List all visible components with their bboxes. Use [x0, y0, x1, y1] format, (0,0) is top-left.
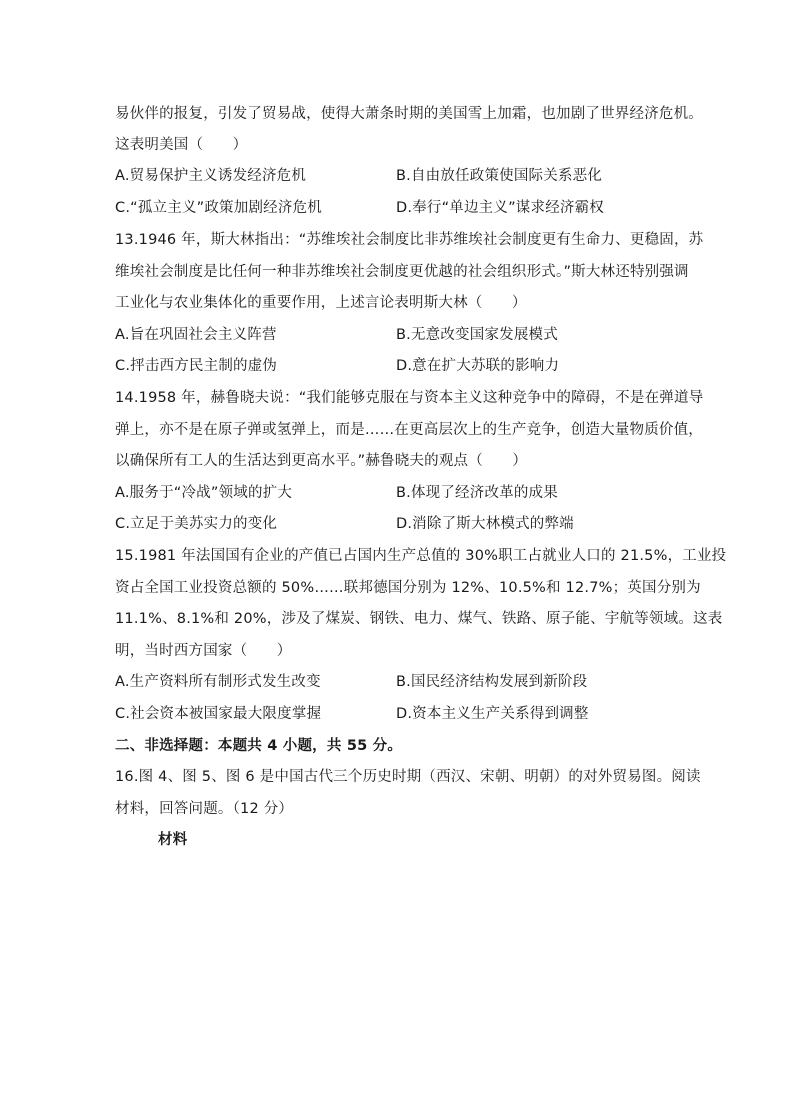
q14-line-1: 14.1958 年，赫鲁晓夫说：“我们能够克服在与资本主义这种竞争中的障碍，不是在弹道导 [115, 390, 704, 406]
intro-line-2: 这表明美国（ ） [115, 137, 248, 153]
q14-option-b: B.体现了经济改革的成果 [396, 485, 558, 501]
q14-line-2: 弹上，亦不是在原子弹或氢弹上，而是……在更高层次上的生产竞争，创造大量物质价值， [115, 422, 703, 438]
q12-option-d: D.奉行“单边主义”谋求经济霸权 [396, 200, 604, 216]
q14-line-3: 以确保所有工人的生活达到更高水平。”赫鲁晓夫的观点（ ） [115, 453, 528, 469]
q15-line-2: 资占全国工业投资总额的 50%……联邦德国分别为 12%、10.5%和 12.7%；英国分别为 [115, 580, 701, 596]
q16-line-2: 材料，回答问题。（12 分） [115, 801, 294, 817]
q13-line-3: 工业化与农业集体化的重要作用，上述言论表明斯大林（ ） [115, 295, 527, 311]
q15-option-c: C.社会资本被国家最大限度掌握 [115, 706, 322, 722]
q14-option-a: A.服务于“冷战”领域的扩大 [115, 485, 293, 501]
q13-option-b: B.无意改变国家发展模式 [396, 327, 558, 343]
q13-option-c: C.抨击西方民主制的虚伪 [115, 358, 278, 374]
material-label: 材料 [158, 832, 188, 848]
q13-option-d: D.意在扩大苏联的影响力 [396, 358, 560, 374]
q15-option-d: D.资本主义生产关系得到调整 [396, 706, 589, 722]
q15-line-4: 明，当时西方国家（ ） [115, 643, 292, 659]
q14-option-c: C.立足于美苏实力的变化 [115, 516, 278, 532]
q13-line-2: 维埃社会制度是比任何一种非苏维埃社会制度更优越的社会组织形式。”斯大林还特别强调 [115, 264, 689, 280]
section-2-heading: 二、非选择题：本题共 4 小题，共 55 分。 [115, 738, 403, 754]
q16-line-1: 16.图 4、图 5、图 6 是中国古代三个历史时期（西汉、宋朝、明朝）的对外贸易图。阅读 [115, 769, 701, 785]
q14-option-d: D.消除了斯大林模式的弊端 [396, 516, 574, 532]
q12-option-a: A.贸易保护主义诱发经济危机 [115, 168, 307, 184]
intro-line-1: 易伙伴的报复，引发了贸易战，使得大萧条时期的美国雪上加霜，也加剧了世界经济危机。 [115, 106, 703, 122]
q12-option-b: B.自由放任政策使国际关系恶化 [396, 168, 603, 184]
q15-line-1: 15.1981 年法国国有企业的产值已占国内生产总值的 30%职工占就业人口的 21.5%，工业投 [115, 548, 727, 564]
q12-option-c: C.“孤立主义”政策加剧经济危机 [115, 200, 322, 216]
q15-option-a: A.生产资料所有制形式发生改变 [115, 674, 321, 690]
q15-option-b: B.国民经济结构发展到新阶段 [396, 674, 588, 690]
q13-line-1: 13.1946 年，斯大林指出：“苏维埃社会制度比非苏维埃社会制度更有生命力、更稳固，苏 [115, 232, 704, 248]
q13-option-a: A.旨在巩固社会主义阵营 [115, 327, 277, 343]
q15-line-3: 11.1%、8.1%和 20%，涉及了煤炭、钢铁、电力、煤气、铁路、原子能、宇航等领域。这表 [115, 611, 723, 627]
